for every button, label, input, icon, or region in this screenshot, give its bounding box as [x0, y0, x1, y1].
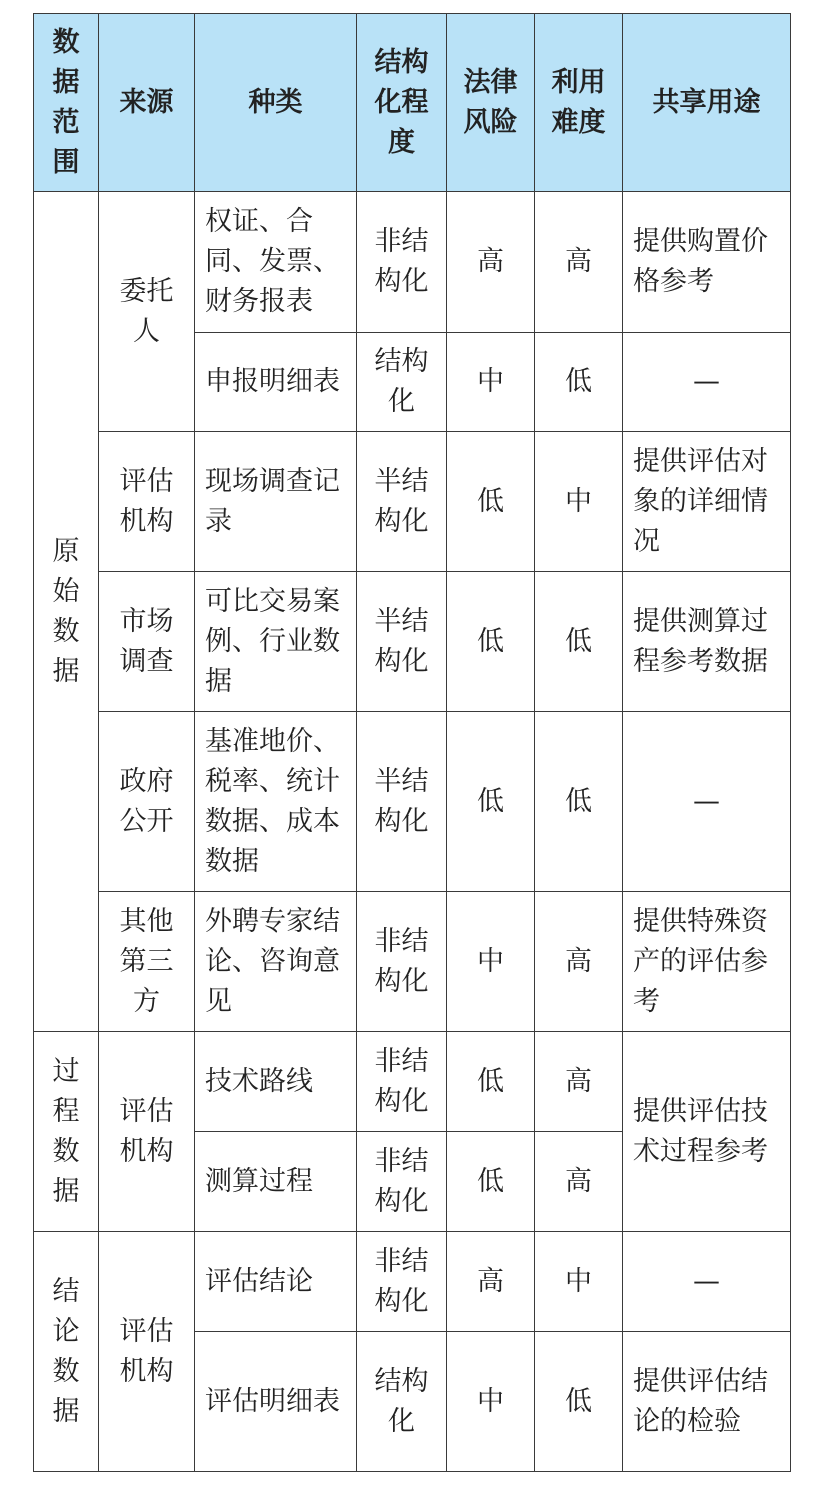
difficulty-cell: 中	[535, 1232, 623, 1332]
table-row	[34, 432, 791, 572]
kind-cell: 申报明细表	[195, 333, 357, 432]
difficulty-cell: 高	[535, 1132, 623, 1232]
use-cell: 提供测算过程参考数据	[623, 572, 791, 712]
kind-cell: 技术路线	[195, 1032, 357, 1132]
kind-cell: 可比交易案例、行业数据	[195, 572, 357, 712]
kind-cell: 基准地价、税率、统计数据、成本数据	[195, 712, 357, 892]
group-process-data: 过程数据	[34, 1032, 99, 1232]
source-cell: 委托人	[99, 192, 195, 432]
use-cell: —	[623, 1232, 791, 1332]
table-row	[34, 1232, 791, 1332]
header-row	[34, 14, 791, 192]
risk-cell: 低	[447, 1132, 535, 1232]
difficulty-cell: 高	[535, 1032, 623, 1132]
difficulty-cell: 低	[535, 572, 623, 712]
table-row	[34, 712, 791, 892]
risk-cell: 高	[447, 1232, 535, 1332]
use-cell: 提供评估技术过程参考	[623, 1032, 791, 1232]
difficulty-cell: 中	[535, 432, 623, 572]
table-row	[34, 892, 791, 1032]
structure-cell: 非结构化	[357, 1232, 447, 1332]
data-sharing-table	[33, 13, 791, 1472]
difficulty-cell: 低	[535, 333, 623, 432]
risk-cell: 高	[447, 192, 535, 333]
risk-cell: 中	[447, 333, 535, 432]
use-cell: —	[623, 712, 791, 892]
source-cell: 评估机构	[99, 432, 195, 572]
group-original-data: 原始数据	[34, 192, 99, 1032]
structure-cell: 结构化	[357, 333, 447, 432]
risk-cell: 低	[447, 1032, 535, 1132]
risk-cell: 低	[447, 712, 535, 892]
difficulty-cell: 高	[535, 892, 623, 1032]
kind-cell: 评估明细表	[195, 1332, 357, 1472]
group-conclusion-data: 结论数据	[34, 1232, 99, 1472]
header-difficulty: 利用难度	[535, 14, 623, 192]
kind-cell: 评估结论	[195, 1232, 357, 1332]
use-cell: —	[623, 333, 791, 432]
structure-cell: 结构化	[357, 1332, 447, 1472]
risk-cell: 中	[447, 892, 535, 1032]
data-table-container	[33, 13, 790, 1472]
structure-cell: 半结构化	[357, 432, 447, 572]
use-cell: 提供评估对象的详细情况	[623, 432, 791, 572]
difficulty-cell: 低	[535, 712, 623, 892]
header-scope: 数据范围	[34, 14, 99, 192]
header-share-use: 共享用途	[623, 14, 791, 192]
kind-cell: 测算过程	[195, 1132, 357, 1232]
header-kind: 种类	[195, 14, 357, 192]
header-source: 来源	[99, 14, 195, 192]
use-cell: 提供特殊资产的评估参考	[623, 892, 791, 1032]
source-cell: 评估机构	[99, 1032, 195, 1232]
structure-cell: 半结构化	[357, 712, 447, 892]
structure-cell: 非结构化	[357, 1132, 447, 1232]
use-cell: 提供购置价格参考	[623, 192, 791, 333]
kind-cell: 外聘专家结论、咨询意见	[195, 892, 357, 1032]
header-legal-risk: 法律风险	[447, 14, 535, 192]
source-cell: 其他第三方	[99, 892, 195, 1032]
structure-cell: 非结构化	[357, 1032, 447, 1132]
header-structure: 结构化程度	[357, 14, 447, 192]
structure-cell: 非结构化	[357, 192, 447, 333]
structure-cell: 非结构化	[357, 892, 447, 1032]
kind-cell: 权证、合同、发票、财务报表	[195, 192, 357, 333]
source-cell: 市场调查	[99, 572, 195, 712]
risk-cell: 中	[447, 1332, 535, 1472]
kind-cell: 现场调查记录	[195, 432, 357, 572]
difficulty-cell: 高	[535, 192, 623, 333]
source-cell: 评估机构	[99, 1232, 195, 1472]
table-row	[34, 192, 791, 333]
source-cell: 政府公开	[99, 712, 195, 892]
use-cell: 提供评估结论的检验	[623, 1332, 791, 1472]
difficulty-cell: 低	[535, 1332, 623, 1472]
table-row	[34, 1032, 791, 1132]
risk-cell: 低	[447, 432, 535, 572]
table-row	[34, 572, 791, 712]
structure-cell: 半结构化	[357, 572, 447, 712]
risk-cell: 低	[447, 572, 535, 712]
